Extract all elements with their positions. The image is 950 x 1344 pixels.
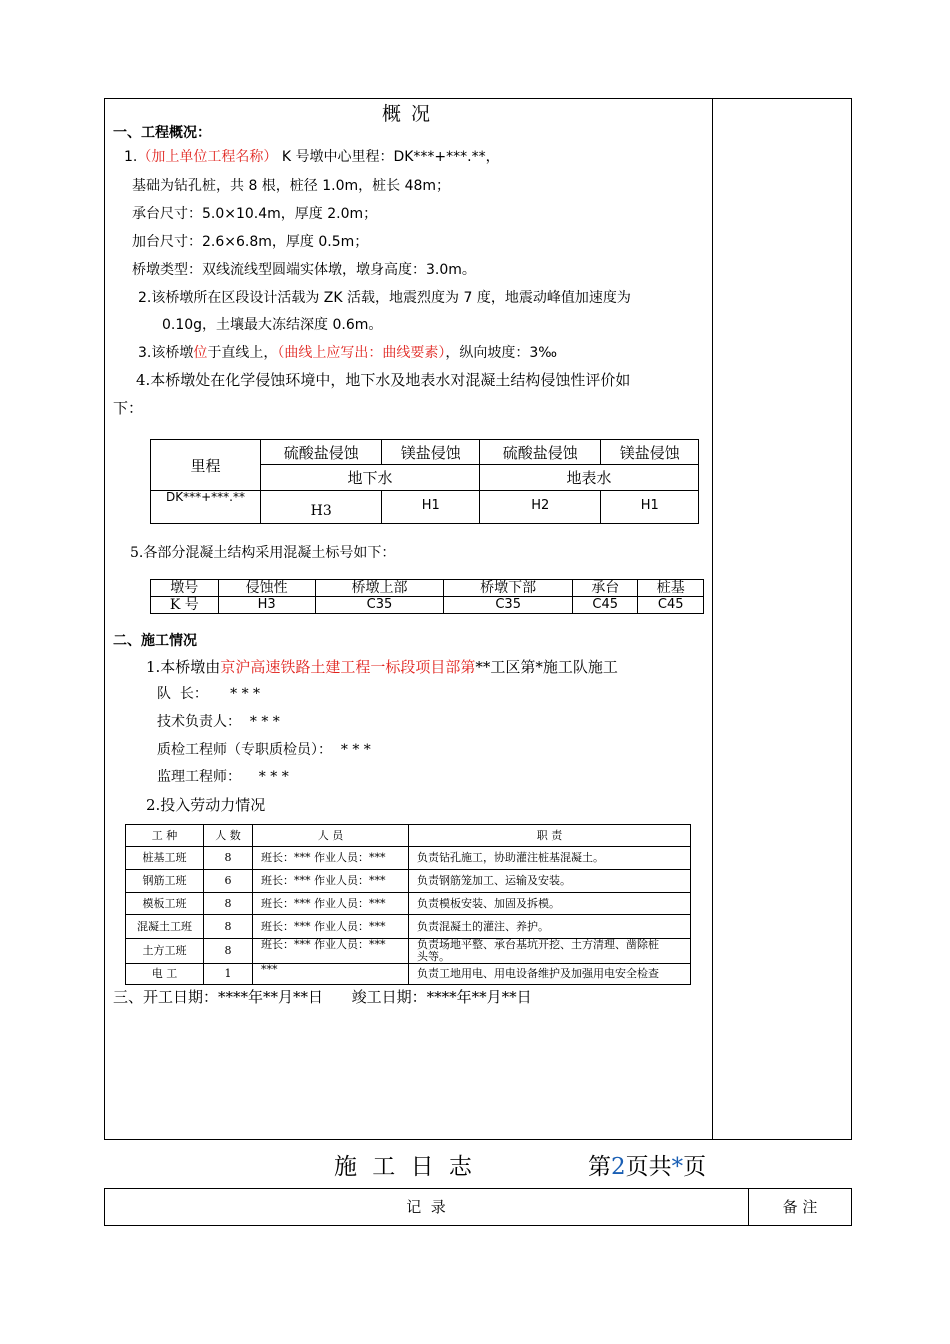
labor-cell: 负责模板安装、加固及拆模。 <box>409 893 691 915</box>
project-department-name: 京沪高速铁路土建工程一标段项目部第 <box>220 658 476 676</box>
overview-line-2: 基础为钻孔桩，共 8 根，桩径 1.0m，桩长 48m； <box>132 178 451 194</box>
grade-cell: C35 <box>444 597 573 614</box>
page-prefix: 第 <box>588 1154 611 1180</box>
line-8-red-1: 位 <box>193 345 208 361</box>
record-header: 记 录 <box>406 1198 446 1216</box>
page-indicator <box>588 1148 706 1181</box>
erosion-header: 镁盐侵蚀 <box>382 440 480 465</box>
overview-line-7: 0.10g，土壤最大冻结深度 0.6m。 <box>162 317 383 333</box>
labor-heading: 2.投入劳动力情况 <box>146 796 266 814</box>
overview-line-1 <box>124 147 500 167</box>
groundwater-header: 地下水 <box>261 465 480 491</box>
labor-header: 人 员 <box>253 825 409 847</box>
grade-header: 桩基 <box>638 580 704 597</box>
labor-header: 职 责 <box>409 825 691 847</box>
mileage-value: DK***+***.** <box>151 491 261 524</box>
grade-header: 墩号 <box>151 580 219 597</box>
item-number: 1. <box>124 149 138 165</box>
labor-cell: 班长：*** 作业人员：*** <box>253 870 409 893</box>
line-8-part-c: ，纵向坡度：3‰ <box>445 345 558 361</box>
labor-cell: 负责场地平整、承台基坑开挖、土方清理、凿除桩头等。 <box>409 939 691 964</box>
grade-header: 桥墩上部 <box>315 580 444 597</box>
mileage-text: K 号墩中心里程：DK***+***.**， <box>281 149 500 165</box>
labor-cell: *** <box>253 964 409 985</box>
remark-header: 备 注 <box>782 1198 818 1216</box>
labor-cell: 电 工 <box>126 964 204 985</box>
overview-line-4: 加台尺寸：2.6×6.8m，厚度 0.5m； <box>132 234 369 250</box>
line-8-part-a: 3.该桥墩 <box>138 345 194 361</box>
labor-cell: 负责混凝土的灌注、养护。 <box>409 915 691 939</box>
labor-cell: 模板工班 <box>126 893 204 915</box>
curve-elements-placeholder: （曲线上应写出：曲线要素） <box>277 345 446 361</box>
team-leader: 队 长： * * * <box>157 686 261 702</box>
section-2-heading: 二、施工情况 <box>113 633 197 649</box>
grade-header: 桥墩下部 <box>444 580 573 597</box>
labor-cell: 混凝土工班 <box>126 915 204 939</box>
labor-cell: 8 <box>204 847 253 870</box>
erosion-header: 硫酸盐侵蚀 <box>261 440 382 465</box>
labor-cell: 6 <box>204 870 253 893</box>
concrete-grade-table <box>150 579 704 614</box>
labor-cell: 8 <box>204 893 253 915</box>
overview-line-10: 下： <box>113 399 144 417</box>
labor-cell: 负责钢筋笼加工、运输及安装。 <box>409 870 691 893</box>
grade-header: 侵蚀性 <box>218 580 315 597</box>
overview-title: 概 况 <box>382 103 433 125</box>
labor-cell: 班长：*** 作业人员：*** <box>253 847 409 870</box>
labor-table <box>125 824 691 985</box>
overview-line-3: 承台尺寸：5.0×10.4m，厚度 2.0m； <box>132 206 378 222</box>
labor-cell: 土方工班 <box>126 939 204 964</box>
overview-line-9: 4.本桥墩处在化学侵蚀环境中，地下水及地表水对混凝土结构侵蚀性评价如 <box>136 371 631 389</box>
quality-engineer: 质检工程师（专职质检员）： * * * <box>157 742 371 758</box>
section-1-heading: 一、工程概况： <box>113 125 211 141</box>
labor-cell: 钢筋工班 <box>126 870 204 893</box>
grade-header: 承台 <box>573 580 638 597</box>
line-1-part-a: 1.本桥墩由 <box>146 658 221 676</box>
labor-header: 人 数 <box>204 825 253 847</box>
labor-cell: 班长：*** 作业人员：*** <box>253 939 409 964</box>
grade-cell: C45 <box>638 597 704 614</box>
mileage-header: 里程 <box>151 440 261 491</box>
technical-lead: 技术负责人： * * * <box>157 714 280 730</box>
erosion-header: 镁盐侵蚀 <box>601 440 699 465</box>
line-1-part-b: **工区第*施工队施工 <box>475 658 618 676</box>
page-number: 2 <box>611 1154 626 1180</box>
labor-cell: 负责工地用电、用电设备维护及加强用电安全检查 <box>409 964 691 985</box>
erosion-table <box>150 439 699 524</box>
labor-cell: 桩基工班 <box>126 847 204 870</box>
supervision-engineer: 监理工程师： * * * <box>157 769 289 785</box>
erosion-header: 硫酸盐侵蚀 <box>479 440 600 465</box>
labor-cell: 8 <box>204 939 253 964</box>
labor-cell: 8 <box>204 915 253 939</box>
overview-line-8 <box>138 343 557 363</box>
unit-project-name-placeholder: （加上单位工程名称） <box>137 149 278 165</box>
page-suffix: 页 <box>683 1154 707 1180</box>
labor-cell: 班长：*** 作业人员：*** <box>253 893 409 915</box>
line-8-part-b: 于直线上， <box>207 345 278 361</box>
grade-cell: C35 <box>315 597 444 614</box>
labor-header: 工 种 <box>126 825 204 847</box>
overview-line-6: 2.该桥墩所在区段设计活载为 ZK 活载，地震烈度为 7 度，地震动峰值加速度为 <box>138 290 631 306</box>
grade-cell: C45 <box>573 597 638 614</box>
erosion-value: H1 <box>382 491 480 524</box>
surface-water-header: 地表水 <box>479 465 698 491</box>
overview-line-5: 桥墩类型：双线流线型圆端实体墩，墩身高度：3.0m。 <box>132 262 476 278</box>
erosion-value: H1 <box>601 491 699 524</box>
page-middle: 页共 <box>625 1154 672 1180</box>
labor-cell: 班长：*** 作业人员：*** <box>253 915 409 939</box>
erosion-value: H2 <box>479 491 600 524</box>
labor-cell: 负责钻孔施工，协助灌注桩基混凝土。 <box>409 847 691 870</box>
construction-line-1 <box>146 657 618 677</box>
erosion-value: H3 <box>261 491 382 524</box>
page-total: * <box>671 1154 684 1180</box>
overview-line-11: 5.各部分混凝土结构采用混凝土标号如下： <box>130 545 396 561</box>
remark-column-divider <box>712 98 713 1139</box>
grade-cell: K 号 <box>151 597 219 614</box>
labor-cell: 1 <box>204 964 253 985</box>
grade-cell: H3 <box>218 597 315 614</box>
log-title: 施 工 日 志 <box>334 1154 476 1180</box>
start-end-dates: 三、开工日期：****年**月**日 竣工日期：****年**月**日 <box>113 988 532 1006</box>
